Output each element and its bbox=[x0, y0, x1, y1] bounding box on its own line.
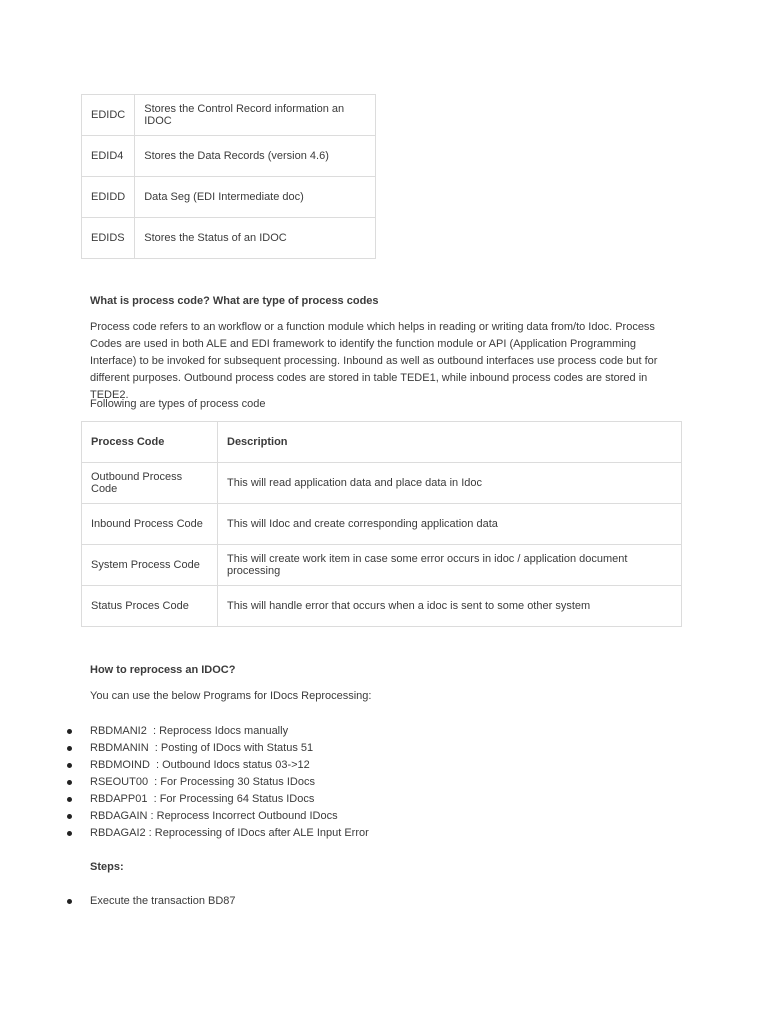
table-cell-description: This will handle error that occurs when a idoc is sent to some other system bbox=[218, 586, 682, 627]
process-code-types-intro: Following are types of process code bbox=[90, 398, 266, 410]
reprocess-idoc-heading: How to reprocess an IDOC? bbox=[90, 664, 236, 676]
steps-list bbox=[0, 893, 236, 910]
table-cell-process-code: Inbound Process Code bbox=[82, 504, 218, 545]
bullet-icon bbox=[67, 763, 72, 768]
table-cell-description: Stores the Status of an IDOC bbox=[135, 218, 376, 259]
table-row bbox=[82, 504, 682, 545]
reprocess-programs-list bbox=[0, 723, 369, 842]
process-code-heading: What is process code? What are type of process codes bbox=[90, 295, 379, 307]
bullet-icon bbox=[67, 797, 72, 802]
table-cell-code: EDIDD bbox=[82, 177, 135, 218]
bullet-icon bbox=[67, 899, 72, 904]
list-item: RBDMANI2 : Reprocess Idocs manually bbox=[0, 723, 369, 740]
table-cell-code: EDIDC bbox=[82, 95, 135, 136]
table-cell-process-code: System Process Code bbox=[82, 545, 218, 586]
table-cell-process-code: Outbound Process Code bbox=[82, 463, 218, 504]
table-cell-description: Data Seg (EDI Intermediate doc) bbox=[135, 177, 376, 218]
bullet-icon bbox=[67, 746, 72, 751]
table-cell-description: This will read application data and place data in Idoc bbox=[218, 463, 682, 504]
idoc-tables-table bbox=[81, 94, 376, 259]
list-item: RBDAGAI2 : Reprocessing of IDocs after ALE Input Error bbox=[0, 825, 369, 842]
list-item: RBDAGAIN : Reprocess Incorrect Outbound IDocs bbox=[0, 808, 369, 825]
table-row bbox=[82, 95, 376, 136]
list-item: RBDMANIN : Posting of IDocs with Status 51 bbox=[0, 740, 369, 757]
bullet-icon bbox=[67, 780, 72, 785]
list-item: RSEOUT00 : For Processing 30 Status IDocs bbox=[0, 774, 369, 791]
list-item: RBDAPP01 : For Processing 64 Status IDocs bbox=[0, 791, 369, 808]
table-cell-description: Stores the Data Records (version 4.6) bbox=[135, 136, 376, 177]
column-header-process-code: Process Code bbox=[82, 422, 218, 463]
list-item: Execute the transaction BD87 bbox=[0, 893, 236, 910]
process-code-paragraph: Process code refers to an workflow or a function module which helps in reading or writing data from/to Idoc. Process Codes are used in both ALE and EDI framework to identify the function module or API (Application Programming Interface) to be invoked for subsequent processing. Inbound as well as outbound interfaces use process code but for different purposes. Outbound process codes are stored in table TEDE1, while inbound process codes are stored in TEDE2. bbox=[90, 321, 658, 401]
table-row bbox=[82, 586, 682, 627]
table-cell-process-code: Status Proces Code bbox=[82, 586, 218, 627]
process-code-table bbox=[81, 421, 682, 627]
steps-heading: Steps: bbox=[90, 861, 124, 873]
table-cell-description: This will Idoc and create corresponding application data bbox=[218, 504, 682, 545]
bullet-icon bbox=[67, 831, 72, 836]
table-header-row bbox=[82, 422, 682, 463]
table-cell-code: EDID4 bbox=[82, 136, 135, 177]
table-cell-description: This will create work item in case some error occurs in idoc / application document processing bbox=[218, 545, 682, 586]
column-header-description: Description bbox=[218, 422, 682, 463]
bullet-icon bbox=[67, 729, 72, 734]
table-row bbox=[82, 136, 376, 177]
table-row bbox=[82, 463, 682, 504]
reprocess-programs-intro: You can use the below Programs for IDocs Reprocessing: bbox=[90, 690, 372, 702]
table-cell-code: EDIDS bbox=[82, 218, 135, 259]
table-row bbox=[82, 177, 376, 218]
table-row bbox=[82, 545, 682, 586]
bullet-icon bbox=[67, 814, 72, 819]
table-row bbox=[82, 218, 376, 259]
list-item: RBDMOIND : Outbound Idocs status 03->12 bbox=[0, 757, 369, 774]
table-cell-description: Stores the Control Record information an IDOC bbox=[135, 95, 376, 136]
